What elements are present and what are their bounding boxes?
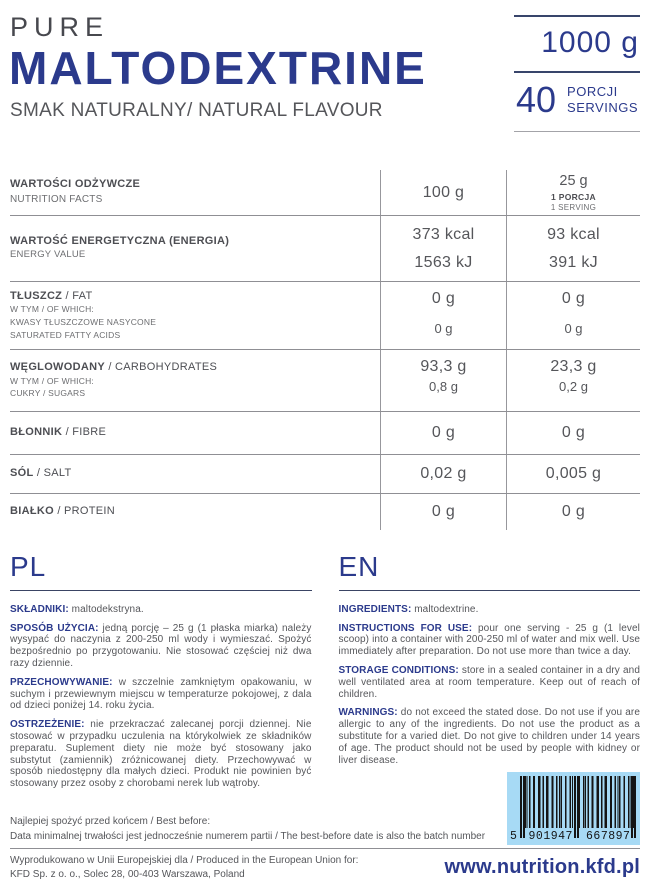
protein-per-serving: 0 g: [506, 494, 640, 530]
produced-for-line: Wyprodukowano w Unii Europejskiej dla / Produced in the European Union for:: [10, 855, 359, 866]
energy-per-serving: 93 kcal 391 kJ: [506, 216, 640, 281]
header-left: [10, 12, 427, 122]
fibre-per-serving: 0 g: [506, 412, 640, 454]
row-energy-label: WARTOŚĆ ENERGETYCZNA (ENERGIA) ENERGY VALUE: [10, 234, 230, 261]
pl-heading: PL: [10, 551, 47, 582]
divider: [10, 590, 312, 591]
divider: [514, 131, 640, 132]
product-name: MALTODEXTRINE: [9, 42, 427, 95]
producer-info: [10, 854, 358, 880]
servings-count: 40: [516, 79, 557, 120]
col-header-serving: [506, 170, 640, 215]
row-energy: [10, 216, 640, 282]
website-url: www.nutrition.kfd.pl: [444, 856, 640, 878]
weight-servings-box: [514, 15, 640, 132]
company-line: KFD Sp. z o. o., Solec 28, 00-403 Warszawa, Poland: [10, 869, 245, 880]
en-heading: EN: [338, 551, 380, 582]
brand-line: PURE: [10, 12, 110, 42]
salt-per-100g: 0,02 g: [380, 455, 506, 493]
en-ingredients: INGREDIENTS: maltodextrine.: [338, 603, 479, 615]
serving-label-pl: 1 PORCJA: [551, 192, 596, 202]
fat-per-serving: 0 g 0 g: [506, 282, 640, 349]
best-before-note: [10, 814, 485, 844]
fat-per-100g: 0 g 0 g: [380, 282, 506, 349]
servings-box: [514, 73, 640, 131]
table-title-cell: [10, 170, 380, 215]
divider: [339, 590, 641, 591]
servings-labels: [567, 84, 638, 115]
servings-label-en: SERVINGS: [567, 100, 638, 115]
en-column: [339, 552, 641, 797]
pl-storage: PRZECHOWYWANIE: w szczelnie zamkniętym opakowaniu, w suchym i przewiewnym miejscu w temperaturze pokojowej, z dala od dzieci poniżej 14. roku życia.: [10, 676, 312, 712]
best-before-barcode-row: [10, 772, 640, 845]
row-fat: [10, 282, 640, 350]
net-weight: 1000 g: [541, 26, 639, 59]
row-salt: [10, 455, 640, 494]
batch-note-line: Data minimalnej trwałości jest jednocześnie numerem partii / The best-before date is also the batch number: [10, 831, 486, 842]
nutrition-table: [10, 170, 640, 530]
row-fibre: [10, 412, 640, 455]
label-footer: [10, 848, 640, 880]
pl-instructions: SPOSÓB UŻYCIA: jedną porcję – 25 g (1 płaska miarka) należy wysypać do naczynia z 200-250 ml wody i wymieszać. Spożyć bezpośrednio po przygotowaniu. Nie stosować częściej niż dwa razy dziennie.: [10, 622, 312, 669]
table-title-pl: WARTOŚCI ODŻYWCZE: [10, 178, 141, 191]
row-salt-label: SÓL / SALT: [10, 467, 72, 480]
servings-label-pl: PORCJI: [567, 84, 618, 100]
serving-amount: 25 g: [559, 173, 588, 189]
protein-per-100g: 0 g: [380, 494, 506, 530]
pl-ingredients: SKŁADNIKI: maltodekstryna.: [10, 603, 144, 615]
carbs-per-100g: 93,3 g 0,8 g: [380, 350, 506, 411]
row-carbs-label: WĘGLOWODANY / CARBOHYDRATES W TYM / OF WHICH: CUKRY / SUGARS: [10, 360, 218, 399]
col-header-100g: 100 g: [380, 170, 506, 215]
barcode: [507, 772, 640, 845]
serving-label-en: 1 SERVING: [550, 203, 597, 212]
salt-per-serving: 0,005 g: [506, 455, 640, 493]
row-fat-label: TŁUSZCZ / FAT W TYM / OF WHICH: KWASY TŁUSZCZOWE NASYCONE SATURATED FATTY ACIDS: [10, 289, 157, 340]
best-before-line: Najlepiej spożyć przed końcem / Best before:: [10, 816, 211, 827]
pl-warnings: OSTRZEŻENIE: nie przekraczać zalecanej porcji dziennej. Nie stosować w przypadku uczulenia na którykolwiek ze składników preparatu. Suplement diety nie może być stosowany jako substytut (zamiennik) zróżnicowanej diety. Przechowywać w sposób niedostępny dla małych dzieci. Produkt nie powinien być stosowany przez osoby z chorobami nerek lub wątroby.: [10, 719, 312, 790]
row-protein-label: BIAŁKO / PROTEIN: [10, 505, 116, 518]
pl-column: [10, 552, 312, 797]
row-carbs: [10, 350, 640, 412]
label-header: [0, 0, 647, 158]
flavour-line: SMAK NATURALNY/ NATURAL FLAVOUR: [10, 99, 383, 121]
en-storage: STORAGE CONDITIONS: store in a sealed container in a dry and well ventilated area at room temperature. Keep out of reach of children.: [338, 664, 640, 700]
table-header-row: [10, 170, 640, 216]
table-title-en: NUTRITION FACTS: [10, 193, 103, 205]
en-warnings: WARNINGS: do not exceed the stated dose. Do not use if you are allergic to any of the ingredients. Do not use the product as a substitute for a varied diet. Do not give to children under 14 years of age. The product should not be used by people with kidney or liver disease.: [338, 707, 640, 766]
barcode-digits: 5 901947 667897: [510, 830, 631, 843]
fibre-per-100g: 0 g: [380, 412, 506, 454]
language-columns: [10, 552, 640, 797]
row-protein: [10, 494, 640, 530]
row-fibre-label: BŁONNIK / FIBRE: [10, 426, 107, 439]
energy-per-100g: 373 kcal 1563 kJ: [380, 216, 506, 281]
en-instructions: INSTRUCTIONS FOR USE: pour one serving - 25 g (1 level scoop) into a container with 200-250 ml of water and mix well. Use immediately after preparation. Do not use more than twice a day.: [338, 622, 640, 658]
carbs-per-serving: 23,3 g 0,2 g: [506, 350, 640, 411]
